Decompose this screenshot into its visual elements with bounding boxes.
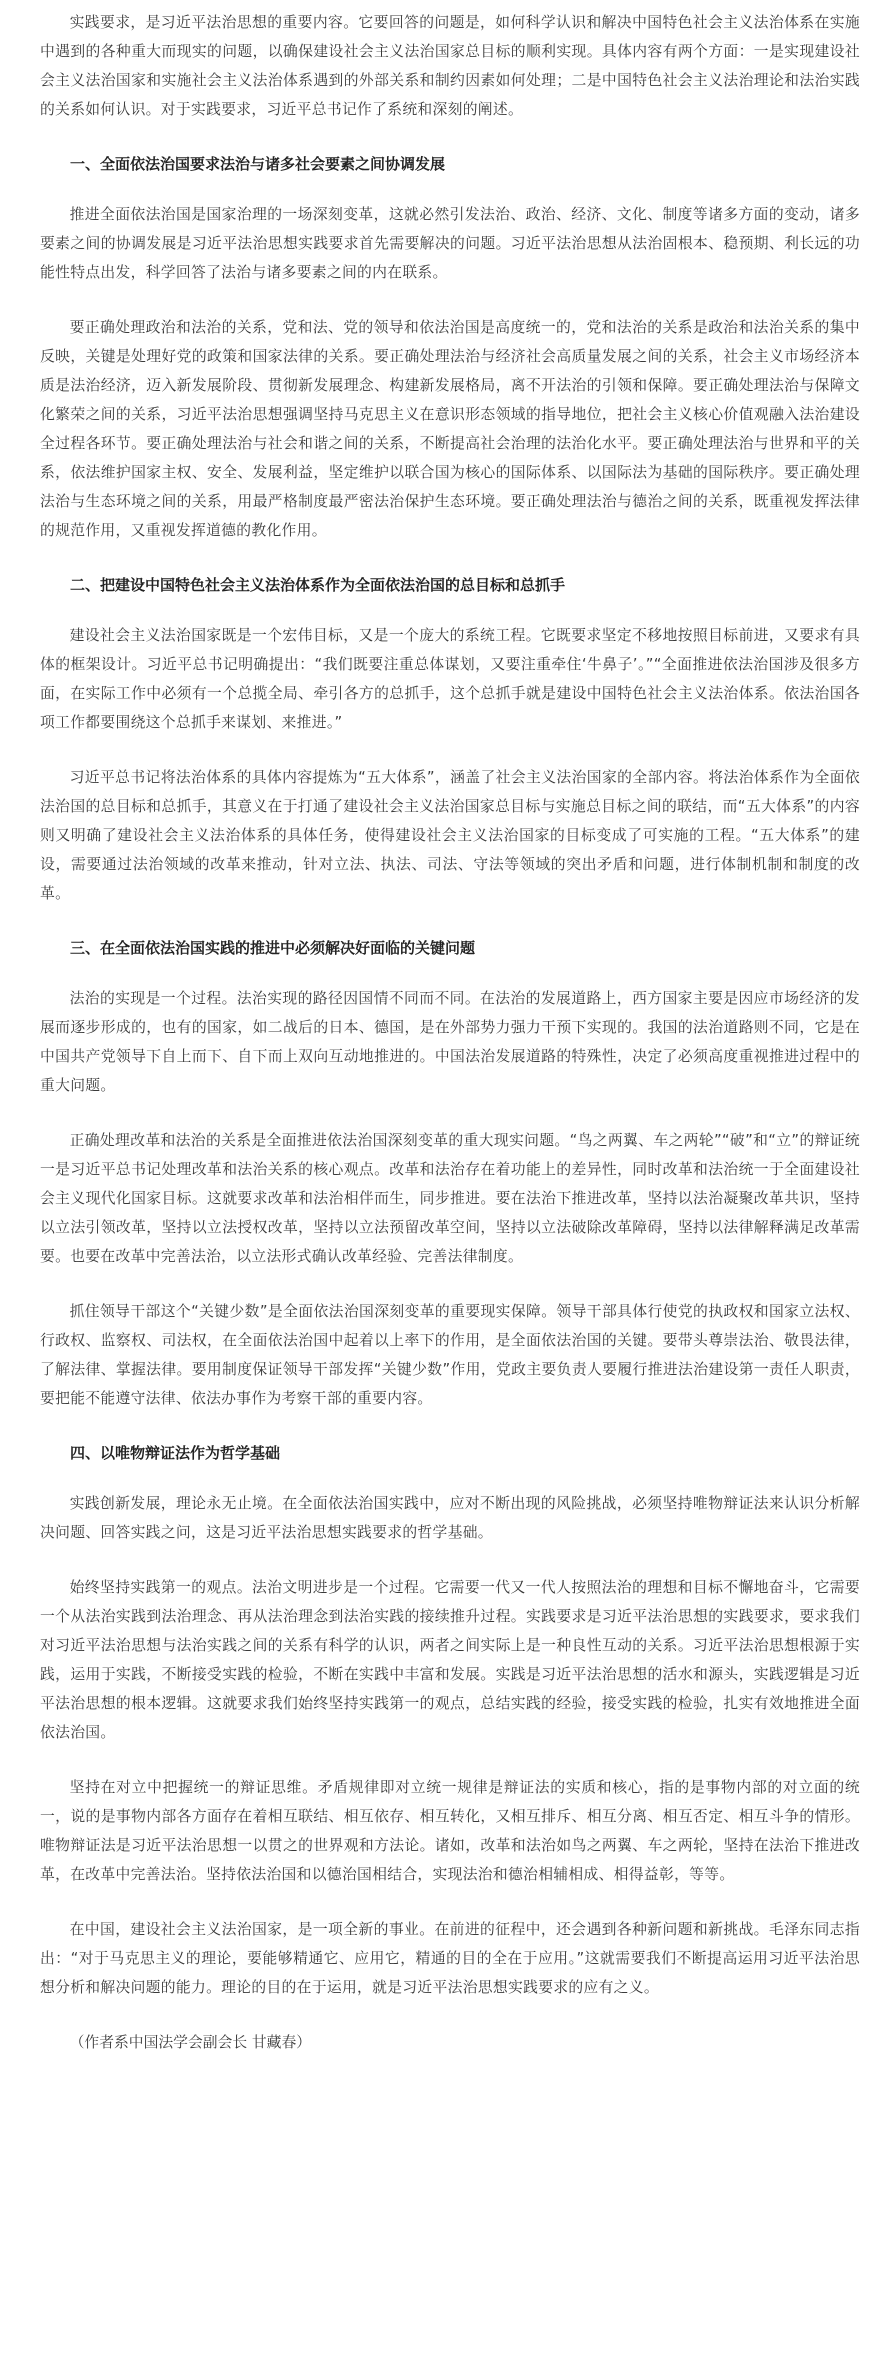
paragraph: 建设社会主义法治国家既是一个宏伟目标，又是一个庞大的系统工程。它既要求坚定不移地按照目标前进，又要求有具体的框架设计。习近平总书记明确提出：“我们既要注重总体谋划，又要注重牵住‘牛鼻子’。”“全面推进依法治国涉及很多方面，在实际工作中必须有一个总揽全局、牵引各方的总抓手，这个总抓手就是建设中国特色社会主义法治体系。依法治国各项工作都要围绕这个总抓手来谋划、来推进。” — [40, 627, 860, 731]
paragraph: 始终坚持实践第一的观点。法治文明进步是一个过程。它需要一代又一代人按照法治的理想和目标不懈地奋斗，它需要一个从法治实践到法治理念、再从法治理念到法治实践的接续推升过程。实践要求是习近平法治思想的实践要求，要求我们对习近平法治思想与法治实践之间的关系有科学的认识，两者之间实际上是一种良性互动的关系。习近平法治思想根源于实践，运用于实践，不断接受实践的检验，不断在实践中丰富和发展。实践是习近平法治思想的活水和源头，实践逻辑是习近平法治思想的根本逻辑。这就要求我们始终坚持实践第一的观点，总结实践的经验，接受实践的检验，扎实有效地推进全面依法治国。 — [40, 1579, 860, 1741]
paragraph: 法治的实现是一个过程。法治实现的路径因国情不同而不同。在法治的发展道路上，西方国家主要是因应市场经济的发展而逐步形成的，也有的国家，如二战后的日本、德国，是在外部势力强力干预下实现的。我国的法治道路则不同，它是在中国共产党领导下自上而下、自下而上双向互动地推进的。中国法治发展道路的特殊性，决定了必须高度重视推进过程中的重大问题。 — [40, 990, 860, 1094]
paragraph: 抓住领导干部这个“关键少数”是全面依法治国深刻变革的重要现实保障。领导干部具体行使党的执政权和国家立法权、行政权、监察权、司法权，在全面依法治国中起着以上率下的作用，是全面依法治国的关键。要带头尊崇法治、敬畏法律，了解法律、掌握法律。要用制度保证领导干部发挥“关键少数”作用，党政主要负责人要履行推进法治建设第一责任人职责，要把能不能遵守法律、依法办事作为考察干部的重要内容。 — [40, 1303, 860, 1407]
section-heading-4: 四、以唯物辩证法作为哲学基础 — [70, 1444, 281, 1462]
paragraph: 实践创新发展，理论永无止境。在全面依法治国实践中，应对不断出现的风险挑战，必须坚持唯物辩证法来认识分析解决问题、回答实践之问，这是习近平法治思想实践要求的哲学基础。 — [40, 1495, 860, 1541]
paragraph: 要正确处理政治和法治的关系，党和法、党的领导和依法治国是高度统一的，党和法治的关系是政治和法治关系的集中反映，关键是处理好党的政策和国家法律的关系。要正确处理法治与经济社会高质量发展之间的关系，社会主义市场经济本质是法治经济，迈入新发展阶段、贯彻新发展理念、构建新发展格局，离不开法治的引领和保障。要正确处理法治与保障文化繁荣之间的关系，习近平法治思想强调坚持马克思主义在意识形态领域的指导地位，把社会主义核心价值观融入法治建设全过程各环节。要正确处理法治与社会和谐之间的关系，不断提高社会治理的法治化水平。要正确处理法治与世界和平的关系，依法维护国家主权、安全、发展利益，坚定维护以联合国为核心的国际体系、以国际法为基础的国际秩序。要正确处理法治与生态环境之间的关系，用最严格制度最严密法治保护生态环境。要正确处理法治与德治之间的关系，既重视发挥法律的规范作用，又重视发挥道德的教化作用。 — [40, 319, 860, 539]
section-heading-2: 二、把建设中国特色社会主义法治体系作为全面依法治国的总目标和总抓手 — [70, 576, 566, 594]
paragraph: 习近平总书记将法治体系的具体内容提炼为“五大体系”，涵盖了社会主义法治国家的全部内容。将法治体系作为全面依法治国的总目标和总抓手，其意义在于打通了建设社会主义法治国家总目标与实施总目标之间的联结，而“五大体系”的内容则又明确了建设社会主义法治体系的具体任务，使得建设社会主义法治国家的目标变成了可实施的工程。“五大体系”的建设，需要通过法治领域的改革来推动，针对立法、执法、司法、守法等领域的突出矛盾和问题，进行体制机制和制度的改革。 — [40, 769, 860, 902]
paragraph: 推进全面依法治国是国家治理的一场深刻变革，这就必然引发法治、政治、经济、文化、制度等诸多方面的变动，诸多要素之间的协调发展是习近平法治思想实践要求首先需要解决的问题。习近平法治思想从法治固根本、稳预期、利长远的功能性特点出发，科学回答了法治与诸多要素之间的内在联系。 — [40, 206, 860, 281]
paragraph: 坚持在对立中把握统一的辩证思维。矛盾规律即对立统一规律是辩证法的实质和核心，指的是事物内部的对立面的统一，说的是事物内部各方面存在着相互联结、相互依存、相互转化，又相互排斥、相互分离、相互否定、相互斗争的情形。唯物辩证法是习近平法治思想一以贯之的世界观和方法论。诸如，改革和法治如鸟之两翼、车之两轮，坚持在法治下推进改革，在改革中完善法治。坚持依法治国和以德治国相结合，实现法治和德治相辅相成、相得益彰，等等。 — [40, 1779, 860, 1883]
section-heading-3: 三、在全面依法治国实践的推进中必须解决好面临的关键问题 — [70, 939, 476, 957]
author-byline: （作者系中国法学会副会长 甘藏春） — [69, 2034, 312, 2051]
paragraph: 在中国，建设社会主义法治国家，是一项全新的事业。在前进的征程中，还会遇到各种新问题和新挑战。毛泽东同志指出：“对于马克思主义的理论，要能够精通它、应用它，精通的目的全在于应用。”这就需要我们不断提高运用习近平法治思想分析和解决问题的能力。理论的目的在于运用，就是习近平法治思想实践要求的应有之义。 — [40, 1921, 860, 1996]
intro-paragraph: 实践要求，是习近平法治思想的重要内容。它要回答的问题是，如何科学认识和解决中国特色社会主义法治体系在实施中遇到的各种重大而现实的问题，以确保建设社会主义法治国家总目标的顺利实现。具体内容有两个方面：一是实现建设社会主义法治国家和实施社会主义法治体系遇到的外部关系和制约因素如何处理；二是中国特色社会主义法治理论和法治实践的关系如何认识。对于实践要求，习近平总书记作了系统和深刻的阐述。 — [40, 14, 860, 118]
section-heading-1: 一、全面依法治国要求法治与诸多社会要素之间协调发展 — [70, 155, 446, 173]
article-body — [40, 8, 860, 2057]
paragraph: 正确处理改革和法治的关系是全面推进依法治国深刻变革的重大现实问题。“鸟之两翼、车之两轮”“破”和“立”的辩证统一是习近平总书记处理改革和法治关系的核心观点。改革和法治存在着功能上的差异性，同时改革和法治统一于全面建设社会主义现代化国家目标。这就要求改革和法治相伴而生，同步推进。要在法治下推进改革，坚持以法治凝聚改革共识，坚持以立法引领改革，坚持以立法授权改革，坚持以立法预留改革空间，坚持以立法破除改革障碍，坚持以法律解释满足改革需要。也要在改革中完善法治，以立法形式确认改革经验、完善法律制度。 — [40, 1132, 860, 1265]
